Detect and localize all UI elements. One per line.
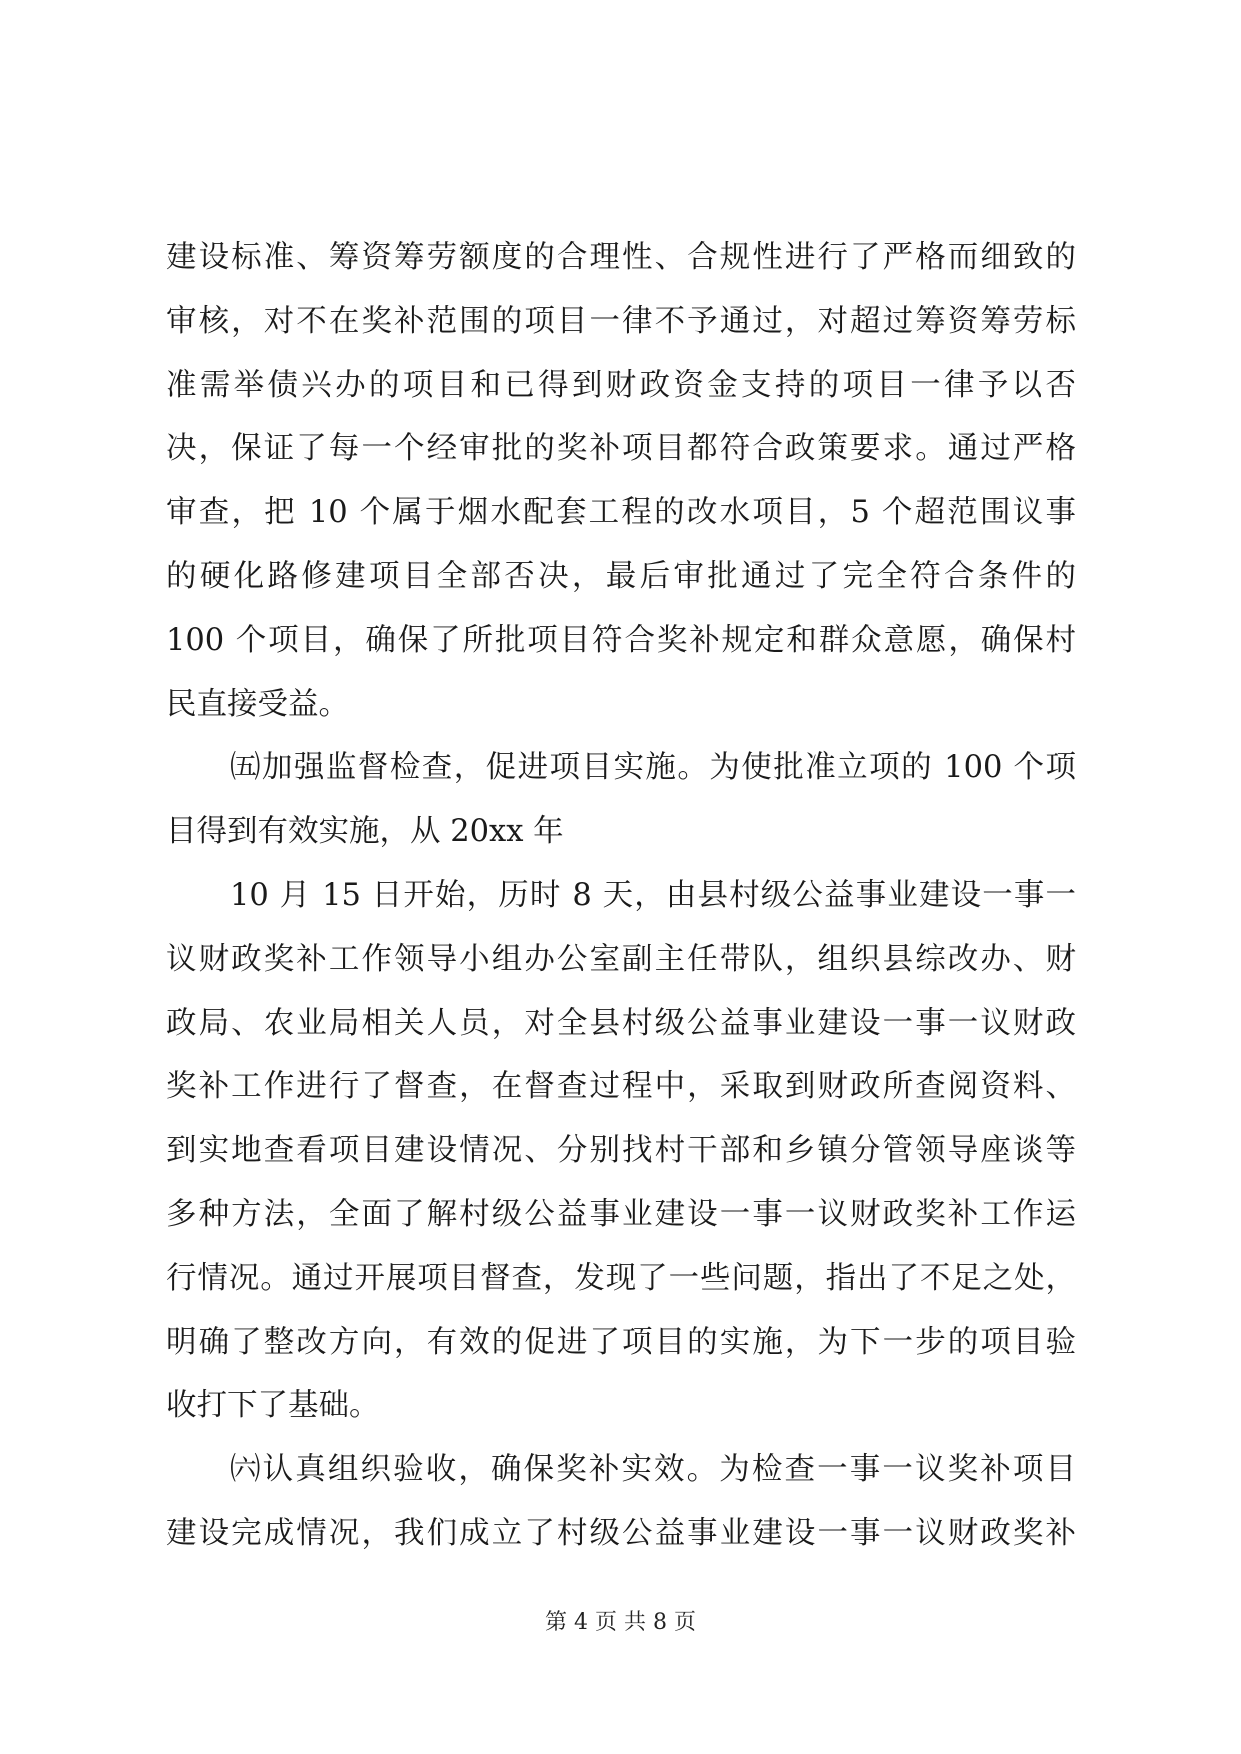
body-text — [166, 226, 1076, 1566]
text-line: 准需举债兴办的项目和已得到财政资金支持的项目一律予以否 — [166, 367, 1076, 403]
text-line: 的硬化路修建项目全部否决，最后审批通过了完全符合条件的 — [166, 558, 1076, 594]
text-line: 明确了整改方向，有效的促进了项目的实施，为下一步的项目验 — [166, 1324, 1076, 1360]
text-line: 100 个项目，确保了所批项目符合奖补规定和群众意愿，确保村 — [166, 622, 1076, 658]
text-line: 奖补工作进行了督查，在督查过程中，采取到财政所查阅资料、 — [166, 1069, 1076, 1105]
text-line: ㈥认真组织验收，确保奖补实效。为检查一事一议奖补项目 — [230, 1452, 1076, 1488]
text-line: 多种方法，全面了解村级公益事业建设一事一议财政奖补工作运 — [166, 1196, 1076, 1232]
text-line: 审查，把 10 个属于烟水配套工程的改水项目，5 个超范围议事 — [166, 495, 1076, 531]
text-line: 审核，对不在奖补范围的项目一律不予通过，对超过筹资筹劳标 — [166, 303, 1076, 339]
text-line: 10 月 15 日开始，历时 8 天，由县村级公益事业建设一事一 — [230, 877, 1076, 913]
text-line: 议财政奖补工作领导小组办公室副主任带队，组织县综改办、财 — [166, 941, 1076, 977]
text-line: 到实地查看项目建设情况、分别找村干部和乡镇分管领导座谈等 — [166, 1133, 1076, 1169]
text-line: 建设完成情况，我们成立了村级公益事业建设一事一议财政奖补 — [166, 1515, 1076, 1551]
text-line: 行情况。通过开展项目督查，发现了一些问题，指出了不足之处， — [166, 1260, 1076, 1296]
text-line: 建设标准、筹资筹劳额度的合理性、合规性进行了严格而细致的 — [166, 240, 1076, 275]
text-line: ㈤加强监督检查，促进项目实施。为使批准立项的 100 个项 — [230, 750, 1076, 786]
text-line: 收打下了基础。 — [166, 1388, 380, 1424]
text-line: 民直接受益。 — [166, 686, 349, 722]
text-line: 目得到有效实施，从 20xx 年 — [166, 814, 564, 850]
text-line: 决，保证了每一个经审批的奖补项目都符合政策要求。通过严格 — [166, 431, 1076, 467]
text-line: 政局、农业局相关人员，对全县村级公益事业建设一事一议财政 — [166, 1005, 1076, 1041]
page-number-footer: 第 4 页 共 8 页 — [545, 1610, 696, 1635]
